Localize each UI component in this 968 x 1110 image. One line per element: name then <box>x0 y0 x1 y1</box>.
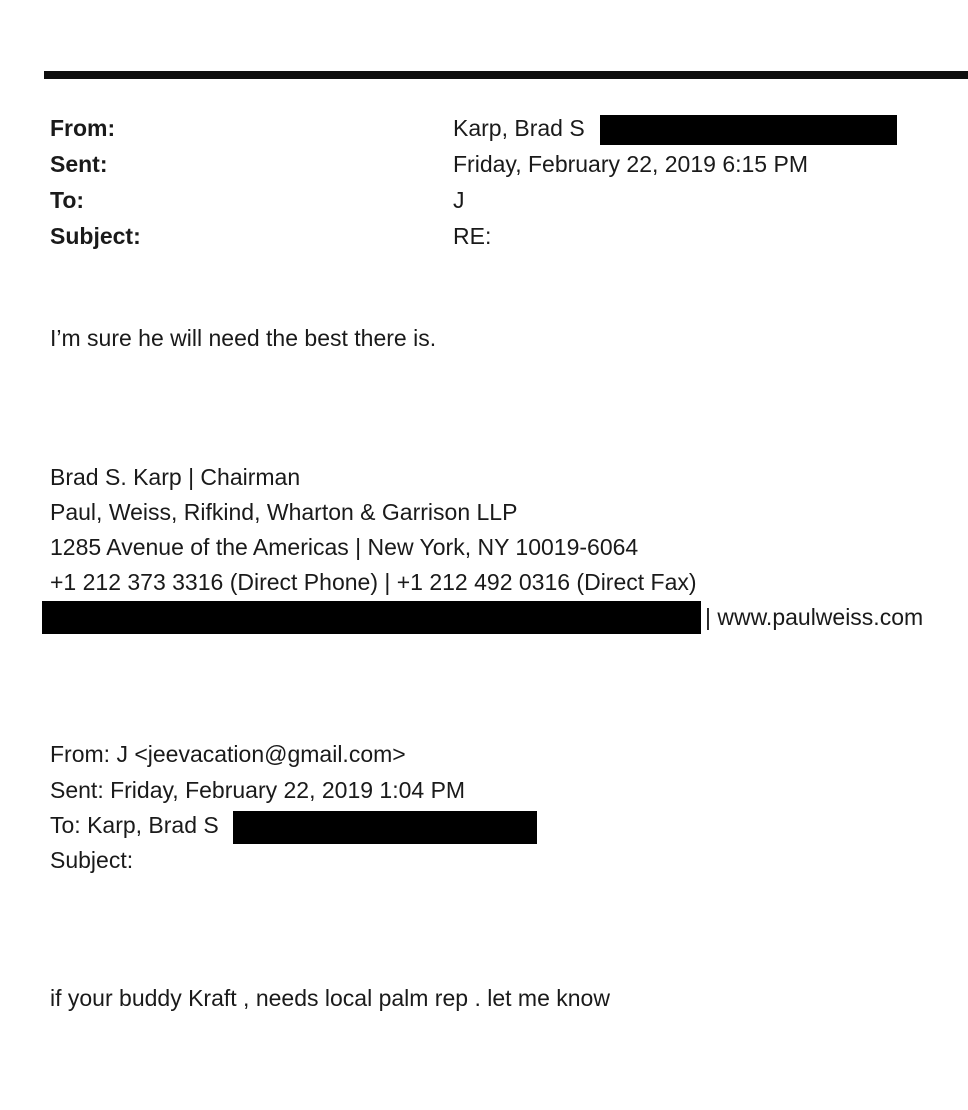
redacted-from-email <box>600 115 897 145</box>
subject-value: RE: <box>453 223 492 249</box>
reply-body: I’m sure he will need the best there is. <box>50 325 437 351</box>
subject-label: Subject: <box>50 223 141 249</box>
redacted-to-email <box>233 811 537 844</box>
signature-website: | www.paulweiss.com <box>705 604 924 630</box>
redacted-signature-email <box>42 601 701 634</box>
sent-value: Friday, February 22, 2019 6:15 PM <box>453 151 808 177</box>
signature-name-title: Brad S. Karp | Chairman <box>50 464 301 490</box>
from-label: From: <box>50 115 116 141</box>
original-to-line: To: Karp, Brad S <box>50 812 219 838</box>
to-value: J <box>453 187 465 213</box>
sent-label: Sent: <box>50 151 108 177</box>
original-body: if your buddy Kraft , needs local palm rep . let me know <box>50 985 610 1011</box>
original-sent-line: Sent: Friday, February 22, 2019 1:04 PM <box>50 777 466 803</box>
original-from-line: From: J <jeevacation@gmail.com> <box>50 741 406 767</box>
signature-phone-fax: +1 212 373 3316 (Direct Phone) | +1 212 492 0316 (Direct Fax) <box>50 569 697 595</box>
original-subject-line: Subject: <box>50 847 134 873</box>
signature-address: 1285 Avenue of the Americas | New York, NY 10019-6064 <box>50 534 639 560</box>
from-value: Karp, Brad S <box>453 115 585 141</box>
header-divider-rule <box>44 71 968 79</box>
to-label: To: <box>50 187 85 213</box>
signature-firm: Paul, Weiss, Rifkind, Wharton & Garrison LLP <box>50 499 518 525</box>
